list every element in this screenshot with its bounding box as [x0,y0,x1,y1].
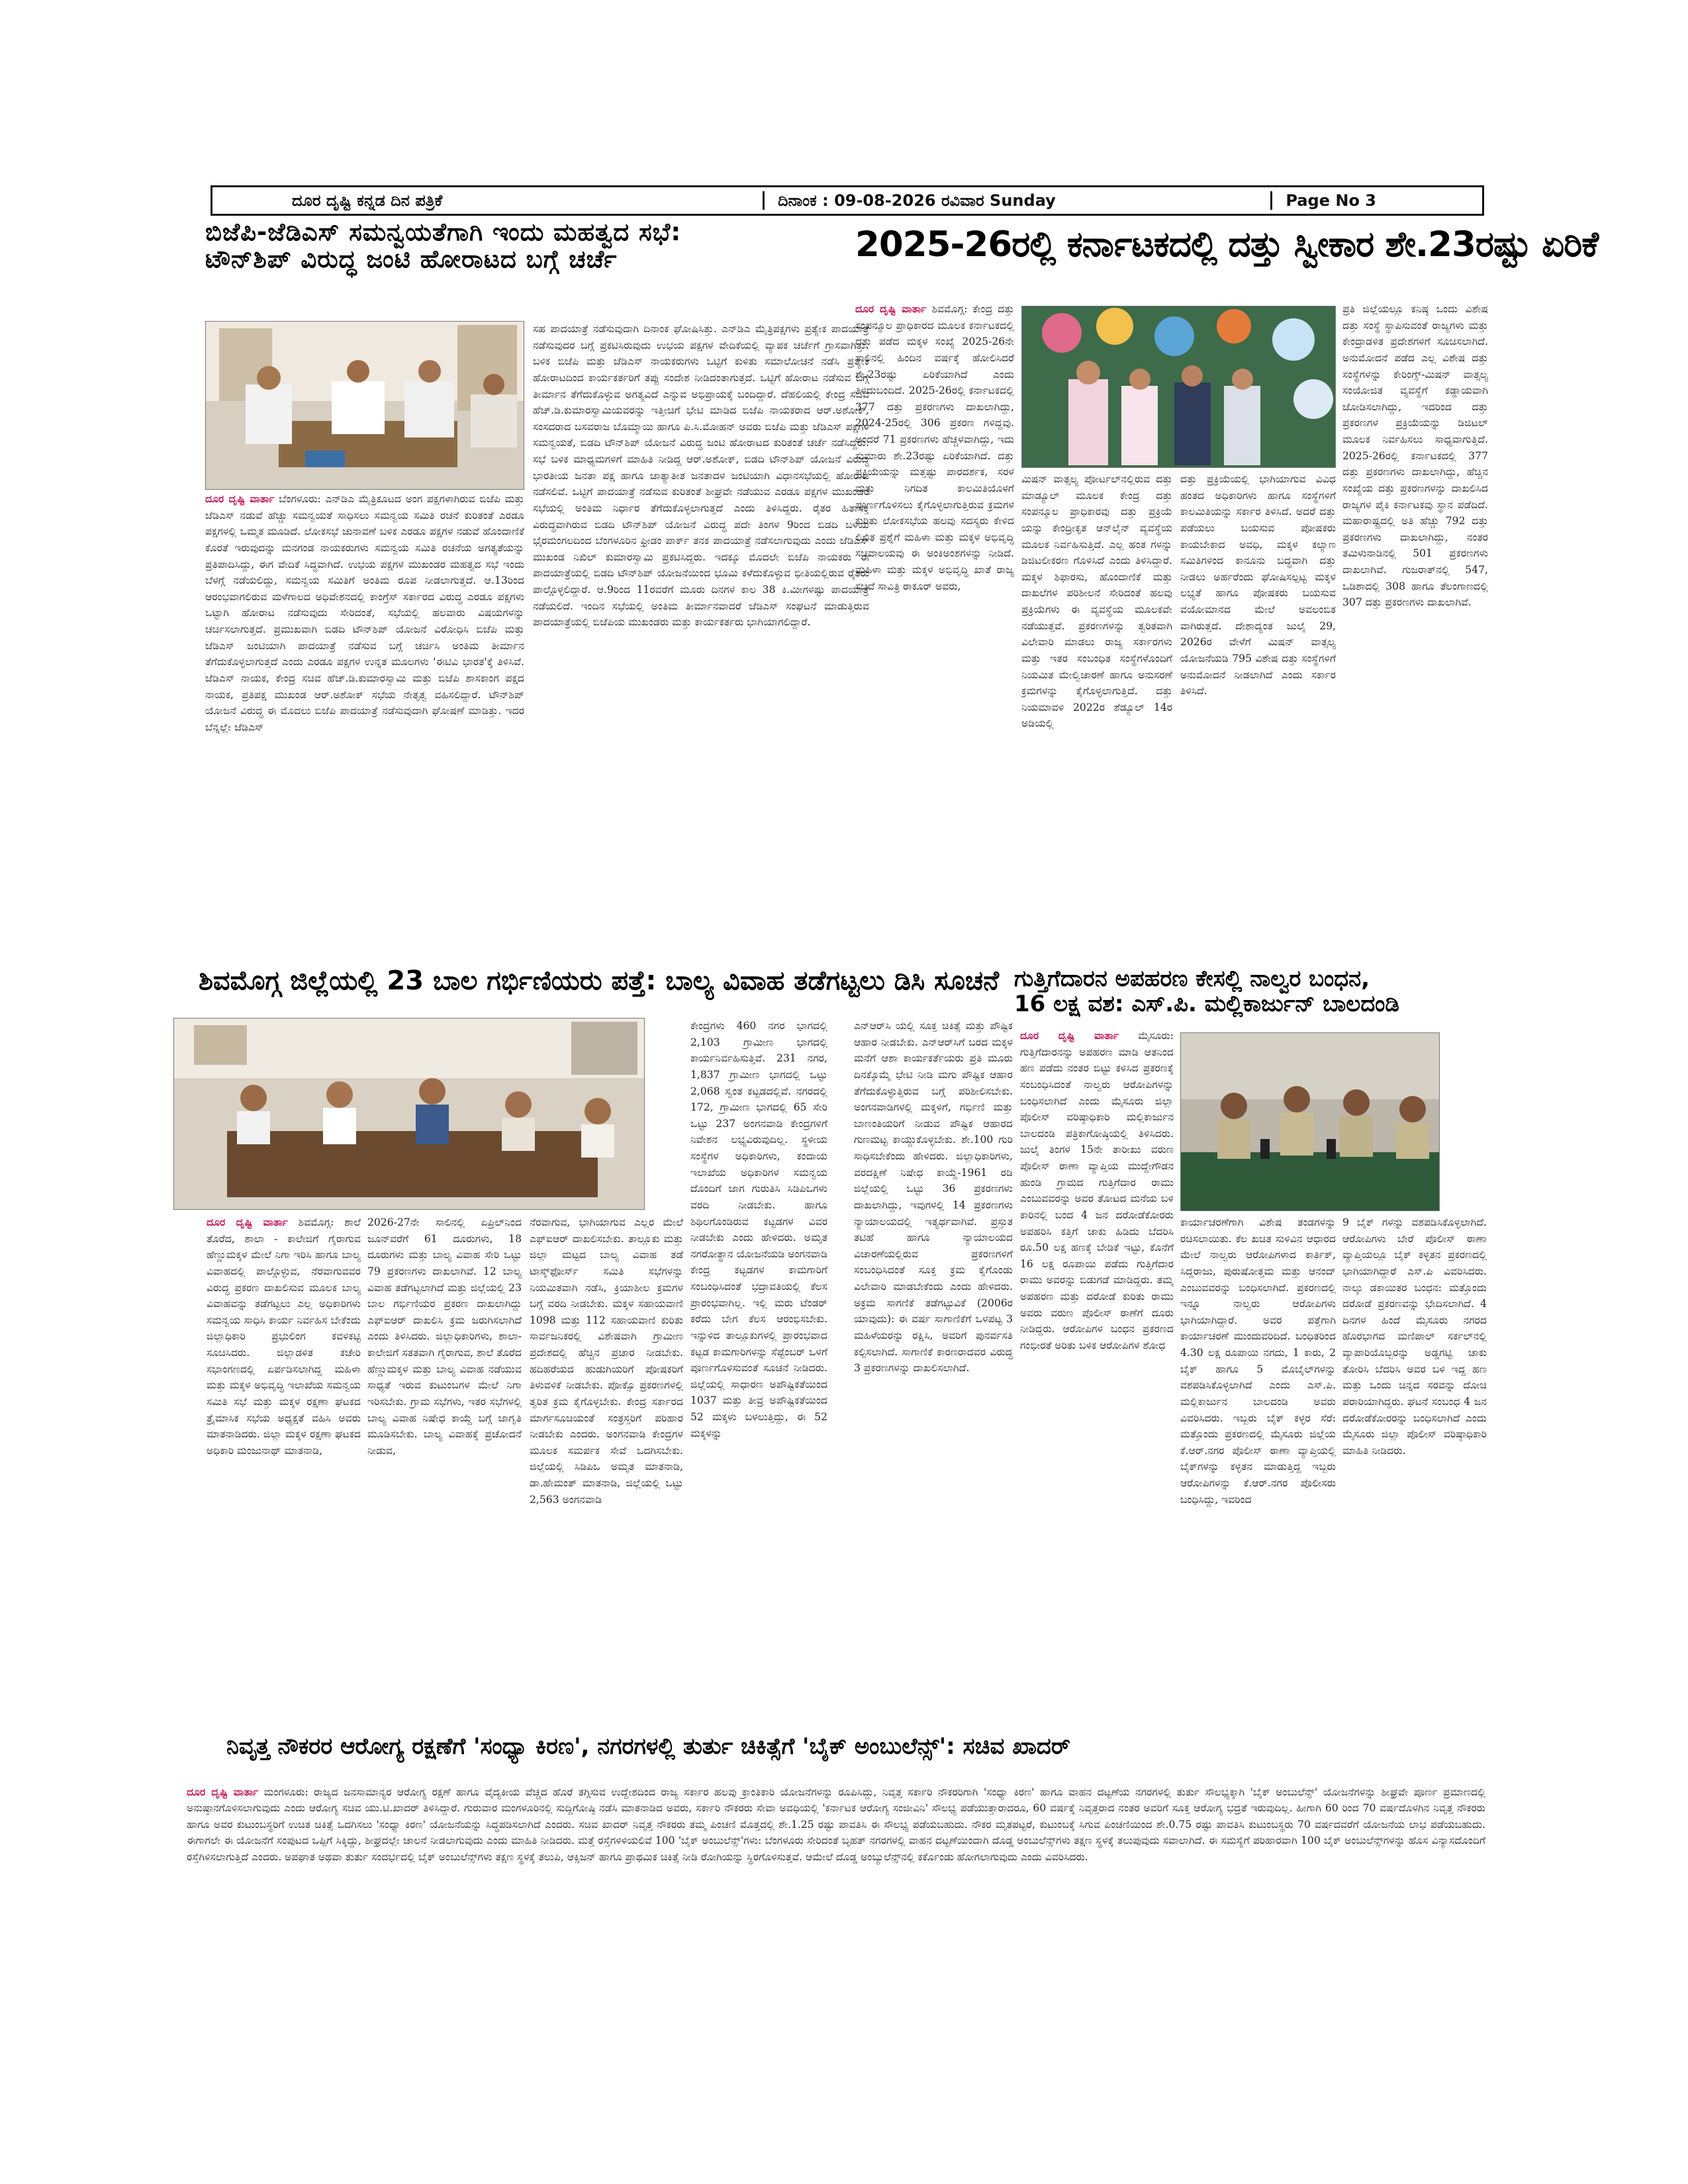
byline: ದೂರ ದೃಷ್ಟಿ ವಾರ್ತಾ [855,303,927,315]
story3-text-4: ಕೇಂದ್ರಗಳು 460 ನಗರ ಭಾಗದಲ್ಲಿ 2,103 ಗ್ರಾಮೀಣ ಭಾಗದಲ್ಲಿ ಕಾರ್ಯನಿರ್ವಹಿಸುತ್ತಿವೆ. 231 ನಗರ, 1,837 ಗ್ರಾಮೀಣ ಭಾಗದಲ್ಲಿ ಒಟ್ಟು 2,068 ಸ್ವಂತ ಕಟ್ಟಡದಲ್ಲಿವೆ. ನಗರದಲ್ಲಿ 172, ಗ್ರಾಮೀಣ ಭಾಗದಲ್ಲಿ 65 ಸೇರಿ ಒಟ್ಟು 237 ಅಂಗನವಾಡಿ ಕೇಂದ್ರಗಳಿಗೆ ನಿವೇಶನ ಲಭ್ಯವಿರುವುದಿಲ್ಲ. ಸ್ಥಳೀಯ ಸಂಸ್ಥೆಗಳ ಅಧಿಕಾರಿಗಳು, ಕಂದಾಯ ಇಲಾಖೆಯ ಅಧಿಕಾರಿಗಳ ಸಮನ್ವಯ ದೊಂದಿಗೆ ಜಾಗ ಗುರುತಿಸಿ ಸಿಡಿಪಿಒಗಳು ವರದಿ ನೀಡಬೇಕು. ಹಾಗೂ ಶಿಥಿಲಗೊಂಡಿರುವ ಕಟ್ಟಡಗಳ ವಿವರ ನೀಡಬೇಕು ಎಂದು ಹೇಳಿದರು. ಅಮೃತ ನಗರೋತ್ಥಾನ ಯೋಜನೆಯಡಿ ಅಂಗನವಾಡಿ ಕೇಂದ್ರ ಕಟ್ಟಡಗಳ ಕಾಮಗಾರಿಗೆ ಸಂಬಂಧಿಸಿದಂತೆ ಭದ್ರಾವತಿಯಲ್ಲಿ ಕೆಲಸ ಪ್ರಾರಂಭವಾಗಿಲ್ಲ. ಇಲ್ಲಿ ಮರು ಟೆಂಡರ್ ಕರೆದು ಬೇಗ ಕೆಲಸ ಆರಂಭಿಸಬೇಕು. ಇನ್ನುಳಿದ ತಾಲ್ಲೂಕುಗಳಲ್ಲಿ ಪ್ರಾರಂಭವಾದ ಕಟ್ಟಡ ಕಾಮಗಾರಿಗಳನ್ನು ಸೆಪ್ಟೆಂಬರ್ ಒಳಗೆ ಪೂರ್ಣಗೊಳಿಸುವಂತೆ ಸೂಚನೆ ನೀಡಿದರು. ಜಿಲ್ಲೆಯಲ್ಲಿ ಸಾಧಾರಣ ಅಪೌಷ್ಟಿಕತೆಯಿಂದ 1037 ಮತ್ತು ತೀವ್ರ ಅಪೌಷ್ಟಿಕತೆಯಿಂದ 52 ಮಕ್ಕಳು ಬಳಲುತ್ತಿದ್ದು, ಈ 52 ಮಕ್ಕಳನ್ನು [690,1020,827,1439]
story3-text-1: ಶಿವಮೊಗ್ಗ: ಶಾಲೆ ತೊರೆದ, ಶಾಲಾ - ಕಾಲೇಜಿಗೆ ಗೈರಾಗುವ ಹೆಣ್ಣುಮಕ್ಕಳ ಮೇಲೆ ನಿಗಾ ಇರಿಸಿ ಹಾಗೂ ಬಾಲ್ಯ ವಿವಾಹದಲ್ಲಿ ಪಾಲ್ಗೊಳ್ಳುವ, ನೆರವಾಗುವವರ ವಿರುದ್ಧ ಪ್ರಕರಣ ದಾಖಲಿಸುವ ಮೂಲಕ ಬಾಲ್ಯ ವಿವಾಹವನ್ನು ತಡೆಗಟ್ಟಲು ಎಲ್ಲ ಅಧಿಕಾರಿಗಳು ಸಮನ್ವಯ ಸಾಧಿಸಿ ಕಾರ್ಯ ನಿರ್ವಹಿಸ ಬೇಕೆಂದು ಜಿಲ್ಲಾಧಿಕಾರಿ ಪ್ರಭುಲಿಂಗ ಕವಳಿಕಟ್ಟಿ ಸೂಚಿಸಿದರು. ಜಿಲ್ಲಾಡಳಿತ ಕಚೇರಿ ಸಭಾಂಗಣದಲ್ಲಿ ಏರ್ಪಡಿಸಲಾಗಿದ್ದ ಮಹಿಳಾ ಮತ್ತು ಮಕ್ಕಳ ಅಭಿವೃದ್ಧಿ ಇಲಾಖೆಯ ಸಮನ್ವಯ ಸಮಿತಿ ಸಭೆ ಮತ್ತು ಮಕ್ಕಳ ರಕ್ಷಣಾ ಘಟಕದ ತ್ರೈಮಾಸಿಕ ಸಭೆಯ ಅಧ್ಯಕ್ಷತೆ ವಹಿಸಿ ಅವರು ಮಾತನಾಡಿದರು. ಜಿಲ್ಲಾ ಮಕ್ಕಳ ರಕ್ಷಣಾ ಘಟಕದ ಅಧಿಕಾರಿ ಮಂಜುನಾಥ್ ಮಾತನಾಡಿ, [207,1216,361,1457]
meeting-hall-photo [174,1019,645,1210]
story2-headline: 2025-26ರಲ್ಲಿ ಕರ್ನಾಟಕದಲ್ಲಿ ದತ್ತು ಸ್ವೀಕಾರ ಶೇ.23ರಷ್ಟು ಏರಿಕೆ [855,224,1599,265]
story1-text-2: ಸಹ ಪಾದಯಾತ್ರೆ ನಡೆಸುವುದಾಗಿ ದಿನಾಂಕ ಘೋಷಿಸಿತ್ತು. ಎನ್‌ಡಿಎ ಮೈತ್ರಿಪಕ್ಷಗಳು ಪ್ರತ್ಯೇಕ ಪಾದಯಾತ್ರೆ ನಡೆಸುವುದರ ಬಗ್ಗೆ ಪ್ರಕಟಿಸಿರುವುದು ಉಭಯ ಪಕ್ಷಗಳ ವೇದಿಕೆಯಲ್ಲಿ ವ್ಯಾಪಕ ಚರ್ಚೆಗೆ ಗ್ರಾಸವಾಗಿತ್ತು. ಬಳಿಕ ಬಿಜೆಪಿ ಮತ್ತು ಜೆಡಿಎಸ್ ನಾಯಕರುಗಳು ಒಟ್ಟಿಗೆ ಕುಳಿತು ಸಮಾಲೋಚನೆ ನಡೆಸಿ ಪ್ರತ್ಯೇಕ ಹೋರಾಟದಿಂದ ಕಾರ್ಯಕರ್ತರಿಗೆ ತಪ್ಪು ಸಂದೇಶ ನೀಡಿದಂತಾಗುತ್ತದೆ. ಒಟ್ಟಿಗೆ ಹೋರಾಟ ನಡೆಸುವ ಬಗ್ಗೆ ತೀರ್ಮಾನ ತೆಗೆದುಕೊಳ್ಳುವ ಅಗತ್ಯವಿದೆ ಎನ್ನುವ ಅಭಿಪ್ರಾಯಕ್ಕೆ ಬಂದಿದ್ದಾರೆ. ದೆಹಲಿಯಲ್ಲಿ ಕೇಂದ್ರ ಸಚಿವ ಹೆಚ್.ಡಿ.ಕುಮಾರಸ್ವಾಮಿಯವರನ್ನು ಇತ್ತೀಚಿಗೆ ಭೇಟಿ ಮಾಡಿದ ಬಿಜೆಪಿ ನಾಯಕರಾದ ಆರ್.ಅಶೋಕ್, ಸಂಸದರಾದ ಬಸವರಾಜ ಬೊಮ್ಮಾಯಿ ಹಾಗೂ ಪಿ.ಸಿ.ಮೋಹನ್ ಅವರು ಬಿಜೆಪಿ ಮತ್ತು ಜೆಡಿಎಸ್ ಪಕ್ಷಗಳ ಸಮನ್ವಯತೆ, ಬಿಡದಿ ಟೌನ್‌ಶಿಪ್ ಯೋಜನೆ ವಿರುದ್ಧ ಜಂಟಿ ಹೋರಾಟದ ಕುರಿತಂತೆ ಚರ್ಚೆ ನಡೆಸಿದ್ದರು. ಸಭೆ ಬಳಿಕ ಮಾಧ್ಯಮಗಳಿಗೆ ಮಾಹಿತಿ ನೀಡಿದ್ದ ಆರ್.ಅಶೋಕ್, ಬಿಡದಿ ಟೌನ್‌ಶಿಪ್ ಯೋಜನೆ ವಿರುದ್ಧ ಭಾರತೀಯ ಜನತಾ ಪಕ್ಷ ಹಾಗೂ ಜಾತ್ಯಾತೀತ ಜನತಾದಳ ಜಂಟಿಯಾಗಿ ವಿಧಾನಸಭೆಯಲ್ಲಿ ಹೋರಾಟ ನಡೆಸಲಿವೆ. ಒಟ್ಟಿಗೆ ಪಾದಯಾತ್ರೆ ನಡೆಸುವ ಕುರಿತಂತೆ ಶೀಘ್ರವೇ ನಡೆಯುವ ಎರಡೂ ಪಕ್ಷಗಳ ಮುಖಂಡರ ಸಭೆಯಲ್ಲಿ ಅಂತಿಮ ನಿರ್ಧಾರ ತೆಗೆದುಕೊಳ್ಳಲಾಗುತ್ತದೆ ಎಂದು ತಿಳಿಸಿದ್ದರು. ರೈತರ ಹಿತಾಸಕ್ತಿ ವಿರುದ್ಧವಾಗಿರುವ ಬಿಡದಿ ಟೌನ್‌ಶಿಪ್ ಯೋಜನೆ ವಿರುದ್ಧ ಪದೇ ತಿಂಗಳ 9ರಿಂದ ಬಿಡದಿ ಬಳಿಯ ಭೈರಮಂಗಲದಿಂದ ಬೆಂಗಳೂರಿನ ಫ್ರೀಡಂ ಪಾರ್ಕ್‌ ತನಕ ಪಾದಯಾತ್ರೆ ನಡೆಸಲಾಗುವುದು ಎಂದು ಜೆಡಿಎಸ್ ಮುಖಂಡ ನಿಖಿಲ್ ಕುಮಾರಸ್ವಾಮಿ ಪ್ರಕಟಿಸಿದ್ದರು. ಇದಕ್ಕೂ ಮೊದಲೇ ಬಿಜೆಪಿ ನಾಯಕರು ಈ ಪಾದಯಾತ್ರೆಯಲ್ಲಿ ಬಿಡದಿ ಟೌನ್‌ಶಿಪ್ ಯೋಜನೆಯಿಂದ ಭೂಮಿ ಕಳೆದುಕೊಳ್ಳುವ ಭೀತಿಯಲ್ಲಿರುವ ರೈತರು ಪಾಲ್ಗೊಳ್ಳಲಿದ್ದಾರೆ. ಆ.9ರಿಂದ 11ರವರೆಗೆ ಮೂರು ದಿನಗಳ ಕಾಲ 38 ಕಿ.ಮೀಗಳಷ್ಟು ಪಾದಯಾತ್ರೆ ನಡೆಯಲಿದೆ. ಇಂದಿನ ಸಭೆಯಲ್ಲಿ ಅಂತಿಮ ತೀರ್ಮಾನವಾದರೆ ಜೆಡಿಎಸ್ ಸಂಘಟನೆ ಮಾಡುತ್ತಿರುವ ಪಾದಯಾತ್ರೆಯಲ್ಲಿ ಬಿಜೆಪಿಯ ಮುಖಂಡರು ಮತ್ತು ಕಾರ್ಯಕರ್ತರು ಭಾಗಿಯಾಗಲಿದ್ದಾರೆ. [533,323,869,629]
story3-photo [173,1018,645,1210]
byline: ದೂರ ದೃಷ್ಟಿ ವಾರ್ತಾ [205,493,275,505]
story3-column-5 [854,1018,1013,1729]
byline: ದೂರ ದೃಷ್ಟಿ ವಾರ್ತಾ [207,1216,288,1228]
issue-date: ದಿನಾಂಕ : 09-08-2026 ರವಿವಾರ Sunday [763,191,1270,210]
story4-headline [1014,966,1484,1017]
story2-text-3: ದತ್ತು ಪ್ರಕ್ರಿಯೆಯಲ್ಲಿ ಭಾಗಿಯಾಗುವ ವಿವಿಧ ಹಂತದ ಅಧಿಕಾರಿಗಳು ಹಾಗೂ ಸಂಸ್ಥೆಗಳಿಗೆ ಕಾಲಮಿತಿಯನ್ನು ಸರ್ಕಾರ ತಿಳಿಸಿದೆ. ಅದರೆ ದತ್ತು ಪಡೆಯಲು ಬಯಸುವ ಪೋಷಕರು ಕಾಯಬೇಕಾದ ಅವಧಿ, ಮಕ್ಕಳ ಕಲ್ಯಾಣ ಸಮಿತಿಗಳಿಂದ ಕಾನೂನು ಬದ್ಧವಾಗಿ ದತ್ತು ನೀಡಲು ಅರ್ಹರೆಂದು ಘೋಷಿಸಲ್ಪಟ್ಟ ಮಕ್ಕಳ ಲಭ್ಯತೆ ಹಾಗೂ ಪೋಷಕರು ಬಯಸುವ ವಯೋಮಾನದ ಮೇಲೆ ಅವಲಂಬಿತ ವಾಗಿರುತ್ತದೆ. ದೇಶಾದ್ಯಂತ ಜುಲೈ 29, 2026ರ ವೇಳೆಗೆ ಮಿಷನ್ ವಾತ್ಸಲ್ಯ ಯೋಜನೆಯಡಿ 795 ವಿಶೇಷ ದತ್ತು ಸಂಸ್ಥೆಗಳಿಗೆ ಅನುಮೋದನೆ ನೀಡಲಾಗಿದೆ ಎಂದು ಸರ್ಕಾರ ತಿಳಿಸಿದೆ. [1180,473,1336,698]
story4-photo [1180,1032,1440,1211]
story1-text-1: ಬೆಂಗಳೂರು: ಎನ್‌ಡಿಎ ಮೈತ್ರಿಕೂಟದ ಅಂಗ ಪಕ್ಷಗಳಾಗಿರುವ ಬಿಜೆಪಿ ಮತ್ತು ಜೆಡಿಎಸ್ ನಡುವೆ ಹೆಚ್ಚು ಸಮನ್ವಯತೆ ಸಾಧಿಸಲು ಸಮನ್ವಯ ಸಮಿತಿ ರಚನೆ ಕುರಿತಂತೆ ಎರಡೂ ಪಕ್ಷಗಳಲ್ಲಿ ಒಮ್ಮತ ಮೂಡಿದೆ. ಲೋಕಸಭೆ ಚುನಾವಣೆ ಬಳಿಕ ಎರಡೂ ಪಕ್ಷಗಳ ನಡುವೆ ಹೊಂದಾಣಿಕೆ ಕೊರತೆ ಇರುವುದನ್ನು ಮನಗಂಡ ನಾಯಕರುಗಳು ಸಮನ್ವಯ ಸಮಿತಿ ರಚನೆಯ ಅಗತ್ಯತೆಯನ್ನು ಪ್ರತಿಪಾದಿಸಿದ್ದು, ಈಗ ವೇದಿಕೆ ಸಿದ್ಧವಾಗಿದೆ. ಉಭಯ ಪಕ್ಷಗಳ ಮುಖಂಡರ ಮಹತ್ವದ ಸಭೆ ಇಂದು ಬೆಳಗ್ಗೆ ನಡೆಯಲಿದ್ದು, ಸಮನ್ವಯ ಸಮಿತಿಗೆ ಅಂತಿಮ ರೂಪ ನೀಡಲಾಗುತ್ತದೆ. ಆ.13ರಿಂದ ಆರಂಭವಾಗಲಿರುವ ಮಳೆಗಾಲದ ಅಧಿವೇಶನದಲ್ಲಿ ಕಾಂಗ್ರೆಸ್ ಸರ್ಕಾರದ ವಿರುದ್ಧ ಎರಡೂ ಪಕ್ಷಗಳು ಒಟ್ಟಾಗಿ ಹೋರಾಟ ನಡೆಸುವುದು ಸೇರಿದಂತೆ, ಸಭೆಯಲ್ಲಿ ಹಲವಾರು ವಿಷಯಗಳನ್ನು ಚರ್ಚಿಸಲಾಗುತ್ತದೆ. ಪ್ರಮುಖವಾಗಿ ಬಿಡದಿ ಟೌನ್‌ಶಿಪ್ ಯೋಜನೆ ವಿರೋಧಿಸಿ ಬಿಜೆಪಿ ಮತ್ತು ಜೆಡಿಎಸ್ ಜಂಟಿಯಾಗಿ ಪಾದಯಾತ್ರೆ ನಡೆಸುವ ಬಗ್ಗೆ ಚರ್ಚಿಸಿ ಅಂತಿಮ ತೀರ್ಮಾನ ತೆಗೆದುಕೊಳ್ಳಲಾಗುತ್ತದೆ ಎಂದು ಎರಡೂ ಪಕ್ಷಗಳ ಉನ್ನತ ಮೂಲಗಳು 'ಈಟಿವಿ ಭಾರತ'ಕ್ಕೆ ತಿಳಿಸಿವೆ. ಜೆಡಿಎಸ್ ನಾಯಕ, ಕೇಂದ್ರ ಸಚಿವ ಹೆಚ್.ಡಿ.ಕುಮಾರಸ್ವಾಮಿ ಮತ್ತು ಬಿಜೆಪಿ ಶಾಸಕಾಂಗ ಪಕ್ಷದ ನಾಯಕ, ಪ್ರತಿಪಕ್ಷ ಮುಖಂಡ ಆರ್.ಅಶೋಕ್ ಸಭೆಯ ನೇತೃತ್ವ ವಹಿಸಲಿದ್ದಾರೆ. ಟೌನ್‌ಶಿಪ್ ಯೋಜನೆ ವಿರುದ್ಧ ಈ ಮೊದಲು ಬಿಜೆಪಿ ಪಾದಯಾತ್ರೆ ನಡೆಸುವುದಾಗಿ ಘೋಷಣೆ ಮಾಡಿತ್ತು. ಇದರ ಬೆನ್ನಲ್ಲೇ ಜೆಡಿಎಸ್ [205,493,524,733]
story2-text-4: ಪ್ರತಿ ಜಿಲ್ಲೆಯಲ್ಲೂ ಕನಿಷ್ಠ ಒಂದು ವಿಶೇಷ ದತ್ತು ಸಂಸ್ಥೆ ಸ್ಥಾಪಿಸುವಂತೆ ರಾಜ್ಯಗಳು ಮತ್ತು ಕೇಂದ್ರಾಡಳಿತ ಪ್ರದೇಶಗಳಿಗೆ ಸೂಚಿಸಲಾಗಿದೆ. ಅನುಮೋದನೆ ಪಡೆದ ಎಲ್ಲ ವಿಶೇಷ ದತ್ತು ಸಂಸ್ಥೆಗಳನ್ನು ಕೇರಿಂಗ್ಸ್-ಮಿಷನ್ ವಾತ್ಸಲ್ಯ ಸಂಯೋಜಿತ ವ್ಯವಸ್ಥೆಗೆ ಕಡ್ಡಾಯವಾಗಿ ಜೋಡಿಸಲಾಗಿದ್ದು, ಇದರಿಂದ ದತ್ತು ಪ್ರಕರಣಗಳ ಪ್ರಕ್ರಿಯೆಯನ್ನು ಡಿಜಿಟಲ್ ಮೂಲಕ ನಿರ್ವಹಿಸಲು ಸಾಧ್ಯವಾಗುತ್ತಿದೆ. 2025-26ರಲ್ಲಿ ಕರ್ನಾಟಕದಲ್ಲಿ 377 ದತ್ತು ಪ್ರಕರಣಗಳು ದಾಖಲಾಗಿದ್ದು, ಹೆಚ್ಚಿನ ಸಂಖ್ಯೆಯ ದತ್ತು ಪ್ರಕರಣಗಳನ್ನು ದಾಖಲಿಸಿದ ರಾಜ್ಯಗಳ ಪೈಕಿ ಕರ್ನಾಟಕವು ಸ್ಥಾನ ಪಡೆದಿದೆ. ಮಹಾರಾಷ್ಟ್ರದಲ್ಲಿ ಅತಿ ಹೆಚ್ಚು 792 ದತ್ತು ಪ್ರಕರಣಗಳು ದಾಖಲಾಗಿದ್ದು, ನಂತರ ತಮಿಳುನಾಡಿನಲ್ಲಿ 501 ಪ್ರಕರಣಗಳು ದಾಖಲಾಗಿವೆ. ಗುಜರಾತ್‌ನಲ್ಲಿ 547, ಒಡಿಶಾದಲ್ಲಿ 308 ಹಾಗೂ ತೆಲಂಗಾಣದಲ್ಲಿ 307 ದತ್ತು ಪ್ರಕರಣಗಳು ದಾಖಲಾಗಿವೆ. [1342,303,1488,609]
story1-column-2 [533,321,869,1003]
story4-headline-line2: 16 ಲಕ್ಷ ವಶ: ಎಸ್.ಪಿ. ಮಲ್ಲಿಕಾರ್ಜುನ್ ಬಾಲದಂಡಿ [1014,991,1399,1018]
byline: ದೂರ ದೃಷ್ಟಿ ವಾರ್ತಾ [187,1786,259,1798]
story4-text-1: ಮೈಸೂರು: ಗುತ್ತಿಗೆದಾರನನ್ನು ಅಪಹರಣ ಮಾಡಿ ಆತನಿಂದ ಹಣ ಪಡೆದು ನಂತರ ಬಿಟ್ಟು ಕಳಿಸಿದ ಪ್ರಕರಣಕ್ಕೆ ಸಂಬಂಧಿಸಿದಂತೆ ನಾಲ್ವರು ಆರೋಪಿಗಳನ್ನು ಬಂಧಿಸಲಾಗಿದೆ ಎಂದು ಮೈಸೂರು ಜಿಲ್ಲಾ ಪೊಲೀಸ್ ವರಿಷ್ಠಾಧಿಕಾರಿ ಮಲ್ಲಿಕಾರ್ಜುನ ಬಾಲದಂಡಿ ಪತ್ರಿಕಾಗೋಷ್ಠಿಯಲ್ಲಿ ತಿಳಿಸಿದರು. ಜುಲೈ ತಿಂಗಳ 15ನೇ ತಾರೀಖು ವರುಣ ಪೊಲೀಸ್ ಠಾಣಾ ವ್ಯಾಪ್ತಿಯ ಮುದ್ದೇಗೌಡನ ಹುಂಡಿ ಗ್ರಾಮದ ಗುತ್ತಿಗೆದಾರ ರಾಮು ಎಂಬುವವರನ್ನು ಅವರ ತೋಟದ ಮನೆಯ ಬಳಿ ಕಾರಿನಲ್ಲಿ ಬಂದ 4 ಜನ ದರೋಡೆಕೋರರು ಅಪಹರಿಸಿ ಕತ್ತಿಗೆ ಚಾಕು ಹಿಡಿದು ಬೆದರಿಸಿ ರೂ.50 ಲಕ್ಷ ಹಣಕ್ಕೆ ಬೇಡಿಕೆ ಇಟ್ಟು, ಕೊನೆಗೆ 16 ಲಕ್ಷ ರೂಪಾಯಿ ಪಡೆದು ಗುತ್ತಿಗೆದಾರ ರಾಮು ಅವರನ್ನು ಬಿಡುಗಡೆ ಮಾಡಿದ್ದರು. ತಮ್ಮ ಅಪಹರಣ ಮತ್ತು ದರೋಡೆ ಕುರಿತು ರಾಮು ಅವರು ವರುಣ ಪೊಲೀಸ್ ಠಾಣೆಗೆ ದೂರು ನೀಡಿದ್ದರು. ಆರೋಪಿಗಳ ಬಂಧನ ಪ್ರಕರಣದ ಗಂಭೀರತೆ ಅರಿತು ಬಳಿಕ ಆರೋಪಿಗಳ ಶೋಧ [1020,1030,1174,1351]
story5-text: ಮಂಗಳೂರು: ರಾಜ್ಯದ ಜನಸಾಮಾನ್ಯರ ಆರೋಗ್ಯ ರಕ್ಷಣೆ ಹಾಗೂ ವೈದ್ಯಕೀಯ ವೆಚ್ಚದ ಹೊರೆ ತಗ್ಗಿಸುವ ಉದ್ದೇಶದಿಂದ ರಾಜ್ಯ ಸರ್ಕಾರ ಹಲವು ಕ್ರಾಂತಿಕಾರಿ ಯೋಜನೆಗಳನ್ನು ರೂಪಿಸಿದ್ದು, ನಿವೃತ್ತ ಸರ್ಕಾರಿ ನೌಕರರಿಗಾಗಿ 'ಸಂಧ್ಯಾ ಕಿರಣ' ಹಾಗೂ ವಾಹನ ದಟ್ಟಣೆಯ ನಗರಗಳಲ್ಲಿ ತುರ್ತು ಸೌಲಭ್ಯಕ್ಕಾಗಿ 'ಬೈಕ್ ಅಂಬುಲೆನ್ಸ್' ಯೋಜನೆಗಳನ್ನು ಶೀಘ್ರವೇ ಪೂರ್ಣ ಪ್ರಮಾಣದಲ್ಲಿ ಅನುಷ್ಠಾನಗೊಳಿಸಲಾಗುವುದು ಎಂದು ಆರೋಗ್ಯ ಸಚಿವ ಯು.ಟಿ.ಖಾದರ್ ತಿಳಿಸಿದ್ದಾರೆ. ಗುರುವಾರ ಮಂಗಳೂರಿನಲ್ಲಿ ಸುದ್ದಿಗೋಷ್ಠಿ ನಡೆಸಿ ಮಾತನಾಡಿದ ಅವರು, ಸರ್ಕಾರಿ ನೌಕರರು ಸೇವಾ ಅವಧಿಯಲ್ಲಿ 'ಕರ್ನಾಟಕ ಆರೋಗ್ಯ ಸಂಜೀವಿನಿ' ಸೌಲಭ್ಯ ಪಡೆಯುತ್ತಾರಾದರೂ, 60 ವರ್ಷಕ್ಕೆ ನಿವೃತ್ತರಾದ ನಂತರ ಅವರಿಗೆ ಸೂಕ್ತ ಆರೋಗ್ಯ ಭದ್ರತೆ ಇರುವುದಿಲ್ಲ. ಹೀಗಾಗಿ 60 ರಿಂದ 70 ವರ್ಷದೊಳಗಿನ ನಿವೃತ್ತ ನೌಕರರು ಹಾಗೂ ಅವರ ಕುಟುಂಬಸ್ಥರಿಗೆ ಉಚಿತ ಚಿಕಿತ್ಸೆ ಒದಗಿಸಲು 'ಸಂಧ್ಯಾ ಕಿರಣ' ಯೋಜನೆಯನ್ನು ಸಿದ್ಧಪಡಿಸಲಾಗಿದೆ ಎಂದರು. ಸಚಿವ ಖಾದರ್ ನಿವೃತ್ತ ನೌಕರರು ತಮ್ಮ ಪಿಂಚಣಿ ಮೊತ್ತದಲ್ಲಿ ಶೇ.1.25 ರಷ್ಟು ಪಾವತಿಸಿ ಈ ಸೌಲಭ್ಯ ಪಡೆಯಬಹುದು. ನೌಕರ ಮೃತಪಟ್ಟರೆ, ಕುಟುಂಬಕ್ಕೆ ಸಿಗುವ ಪಿಂಚಣಿಯಿಂದ ಶೇ.0.75 ರಷ್ಟು ಪಾವತಿಸಿ ಕುಟುಂಬಸ್ಥರು 70 ವರ್ಷದವರೆಗೆ ಯೋಜನೆಯ ಲಾಭ ಪಡೆಯಬಹುದು. ಈಗಾಗಲೇ ಈ ಯೋಜನೆಗೆ ಸಂಪುಟದ ಒಪ್ಪಿಗೆ ಸಿಕ್ಕಿದ್ದು, ಶೀಘ್ರದಲ್ಲೇ ಚಾಲನೆ ನೀಡಲಾಗುವುದು ಎಂದು ಮಾಹಿತಿ ನೀಡಿದರು. ಮತ್ತೆ ರಸ್ತೆಗಳಿಳಿಯಲಿವೆ 100 'ಬೈಕ್ ಅಂಬುಲೆನ್ಸ್'ಗಳು: ಬೆಂಗಳೂರು ಸೇರಿದಂತೆ ಬೃಹತ್ ನಗರಗಳಲ್ಲಿ ವಾಹನ ದಟ್ಟಣೆಯಿಂದಾಗಿ ದೊಡ್ಡ ಅಂಬುಲೆನ್ಸ್‌ಗಳು ತಕ್ಷಣ ಸ್ಥಳಕ್ಕೆ ತಲುಪುವುದು ಸವಾಲಾಗಿದೆ. ಈ ಸಮಸ್ಯೆಗೆ ಪರಿಹಾರವಾಗಿ 100 ಬೈಕ್ ಅಂಬುಲೆನ್ಸ್‌ಗಳನ್ನು ಹೊಸ ವಿನ್ಯಾಸದೊಂದಿಗೆ ರಸ್ತೆಗಿಳಿಸಲಾಗುತ್ತಿದೆ ಎಂದರು. ಅಪಘಾತ ಅಥವಾ ತುರ್ತು ಸಂದರ್ಭದಲ್ಲಿ ಬೈಕ್ ಅಂಬುಲೆನ್ಸ್‌ಗಳು ತಕ್ಷಣ ಸ್ಥಳಕ್ಕೆ ತಲುಪಿ, ಆಕ್ಸಿಜನ್ ಹಾಗೂ ಪ್ರಾಥಮಿಕ ಚಿಕಿತ್ಸೆ ನೀಡಿ ರೋಗಿಯನ್ನು ಸ್ಥಿರಗೊಳಿಸುತ್ತವೆ. ಆಮೇಲೆ ದೊಡ್ಡ ಅಂಬ್ಯುಲೆನ್ಸ್‌ನಲ್ಲಿ ಕರ್ಕೊಂಡು ಹೋಗಲಾಗುವುದು ಎಂದು ವಿವರಿಸಿದರು. [187,1786,1485,1864]
story3-headline: ಶಿವಮೊಗ್ಗ ಜಿಲ್ಲೆಯಲ್ಲಿ 23 ಬಾಲ ಗರ್ಭಿಣಿಯರು ಪತ್ತೆ: ಬಾಲ್ಯ ವಿವಾಹ ತಡೆಗಟ್ಟಲು ಡಿಸಿ ಸೂಚನೆ [199,966,1000,996]
story2-column-4 [1342,301,1488,970]
byline: ದೂರ ದೃಷ್ಟಿ ವಾರ್ತಾ [1020,1030,1119,1042]
story2-column-1 [855,301,1014,970]
story1-headline-line1: ಬಿಜೆಪಿ-ಜೆಡಿಎಸ್ ಸಮನ್ವಯತೆಗಾಗಿ ಇಂದು ಮಹತ್ವದ ಸಭೆ: [205,218,682,246]
story2-column-2 [1021,471,1172,971]
police-press-meet-photo [1181,1033,1440,1211]
story3-column-1 [207,1214,361,1727]
story3-text-5: ಎನ್‌ಆರ್‌ಸಿ ಯಲ್ಲಿ ಸೂಕ್ತ ಚಿಕಿತ್ಸೆ ಮತ್ತು ಪೌಷ್ಟಿಕ ಆಹಾರ ನೀಡಬೇಕು. ಎನ್‌ಆರ್‌ಸಿಗೆ ಬರದ ಮಕ್ಕಳ ಮನೆಗೆ ಆಶಾ ಕಾರ್ಯಕರ್ತೆಯರು ಪ್ರತಿ ಮೂರು ದಿನಕ್ಕೊಮ್ಮೆ ಭೇಟಿ ನೀಡಿ ಮಗು ಪೌಷ್ಟಿಕ ಆಹಾರ ತೆಗೆದುಕೊಳ್ಳುತ್ತಿರುವ ಬಗ್ಗೆ ಪರಿಶೀಲಿಸಬೇಕು. ಅಂಗನವಾಡಿಗಳಲ್ಲಿ ಮಕ್ಕಳಿಗೆ, ಗರ್ಭಿಣಿ ಮತ್ತು ಬಾಣಂತಿಯರಿಗೆ ನೀಡುವ ಪೌಷ್ಟಿಕ ಆಹಾರದ ಗುಣಮಟ್ಟ ಕಾಯ್ದುಕೊಳ್ಳಬೇಕು. ಶೇ.100 ಗುರಿ ಸಾಧಿಸಬೇಕೆಂದು ಹೇಳಿದರು. ಜಿಲ್ಲಾಧಿಕಾರಿಗಳು, ವರದಕ್ಷಿಣೆ ನಿಷೇಧ ಕಾಯ್ದೆ-1961 ರಡಿ ಜಿಲ್ಲೆಯಲ್ಲಿ ಒಟ್ಟು 36 ಪ್ರಕರಣಗಳು ದಾಖಲಾಗಿದ್ದು, ಇವುಗಳಲ್ಲಿ 14 ಪ್ರಕರಣಗಳು ನ್ಯಾಯಾಲಯದಲ್ಲಿ ಇತ್ಯರ್ಥವಾಗಿವೆ. ಪ್ರಸ್ತುತ ತಟಿಹೆ ಹಾಗೂ ನ್ಯಾಯಾಲಯದ ವಿಚಾರಣೆಯಲ್ಲಿರುವ ಪ್ರಕರಣಗಳಿಗೆ ಸಂಬಂಧಿಸಿದಂತೆ ಸೂಕ್ತ ಕ್ರಮ ಕೈಗೊಂಡು ವಿಲೇವಾರಿ ಮಾಡಬೇಕೆಂದು ಎಂದು ಹೇಳಿದರು. ಅಕ್ರಮ ಸಾಗಣಿಕೆ ತಡೆಗಟ್ಟುವಿಕೆ (2006ರ ಯಾವುದು): ಈ ವರ್ಷ ಸಾಗಾಣಿಕೆಗೆ ಒಳಪಟ್ಟ 3 ಮಹಿಳೆಯರನ್ನು ರಕ್ಷಿಸಿ, ಅವರಿಗೆ ಪುನರ್ವಸತಿ ಕಲ್ಪಿಸಲಾಗಿದೆ. ಸಾಗಾಣಿಕೆ ಕಾರಣರಾದವರ ವಿರುದ್ಧ 3 ಪ್ರಕರಣಗಳನ್ನು ದಾಖಲಿಸಲಾಗಿದೆ. [854,1020,1013,1375]
story4-text-2: ಕಾರ್ಯಾಚರಣೆಗಾಗಿ ವಿಶೇಷ ತಂಡಗಳನ್ನು ರಚಿಸಲಾಯಿತು. ಕೆಲ ಖಚಿತ ಸುಳಿವಿನ ಆಧಾರದ ಮೇಲೆ ನಾಲ್ವರು ಆರೋಪಿಗಳಾದ ಕಾರ್ತಿಕ್, ಸಿದ್ದರಾಜು, ಪುರುಷೋತ್ತಮ ಮತ್ತು ಆನಂದ್ ಎಂಬುವವರನ್ನು ಬಂಧಿಸಲಾಗಿದೆ. ಪ್ರಕರಣದಲ್ಲಿ ಇನ್ನೂ ನಾಲ್ವರು ಆರೋಪಿಗಳು ಭಾಗಿಯಾಗಿದ್ದಾರೆ. ಅವರ ಪತ್ತೆಗಾಗಿ ಕಾರ್ಯಾಚರಣೆ ಮುಂದುವರಿದಿದೆ. ಬಂಧಿತರಿಂದ 4.30 ಲಕ್ಷ ರೂಪಾಯಿ ನಗದು, 1 ಕಾರು, 2 ಬೈಕ್ ಹಾಗೂ 5 ಮೊಬೈಲ್‌ಗಳನ್ನು ವಶಪಡಿಸಿಕೊಳ್ಳಲಾಗಿದೆ ಎಂದು ಎಸ್.ಪಿ. ಮಲ್ಲಿಕಾರ್ಜುನ ಬಾಲದಂಡಿ ಅವರು ವಿವರಿಸಿದರು. ಇಬ್ಬರು ಬೈಕ್ ಕಳ್ಳರ ಸೆರೆ: ಮತ್ತೊಂದು ಪ್ರಕರಣದಲ್ಲಿ ಮೈಸೂರು ಜಿಲ್ಲೆಯ ಕೆ.ಆರ್.ನಗರ ಪೊಲೀಸ್ ಠಾಣಾ ವ್ಯಾಪ್ತಿಯಲ್ಲಿ ಬೈಕ್‌ಗಳನ್ನು ಕಳ್ಳತನ ಮಾಡುತ್ತಿದ್ದ ಇಬ್ಬರು ಆರೋಪಿಗಳನ್ನು ಕೆ.ಆರ್.ನಗರ ಪೊಲೀಸರು ಬಂಧಿಸಿದ್ದು, ಇವರಿಂದ [1180,1216,1336,1506]
story4-text-3: 9 ಬೈಕ್ ಗಳನ್ನು ವಶಪಡಿಸಿಕೊಳ್ಳಲಾಗಿದೆ. ಆರೋಪಿಗಳು ಬೇರೆ ಪೊಲೀಸ್ ಠಾಣಾ ವ್ಯಾಪ್ತಿಯಲ್ಲೂ ಬೈಕ್ ಕಳ್ಳತನ ಪ್ರಕರಣದಲ್ಲಿ ಭಾಗಿಯಾಗಿದ್ದಾರೆ ಎಸ್.ಪಿ ವಿವರಿಸಿದರು. ನಾಲ್ಕು ಡಕಾಯಿತರ ಬಂಧನ: ಮತ್ತೊಂದು ದರೋಡೆ ಪ್ರಕರಣವನ್ನು ಭೇದಿಸಲಾಗಿದೆ. 4 ದಿನಗಳ ಹಿಂದೆ ಮೈಸೂರು ನಗರದ ಹೊರಭಾಗದ ಮಣಿಪಾಲ್ ಸರ್ಕಲ್‌ನಲ್ಲಿ ವ್ಯಾಪಾರಿಯೊಬ್ಬರನ್ನು ಅಡ್ಡಗಟ್ಟಿ ಚಾಕು ತೋರಿಸಿ ಬೆದರಿಸಿ ಅವರ ಬಳಿ ಇದ್ದ ಹಣ ಮತ್ತು ಒಂದು ಚಿನ್ನದ ಸರವನ್ನು ದೋಚಿ ಪರಾರಿಯಾಗಿದ್ದರು. ಘಟನೆ ಸಂಬಂಧ 4 ಜನ ದರೋಡೆಕೋರರನ್ನು ಬಂಧಿಸಲಾಗಿದೆ ಎಂದು ಮೈಸೂರು ಜಿಲ್ಲಾ ಪೊಲೀಸ್ ವರಿಷ್ಠಾಧಿಕಾರಿ ಮಾಹಿತಿ ನೀಡಿದರು. [1342,1216,1487,1457]
paper-name: ದೂರ ದೃಷ್ಟಿ ಕನ್ನಡ ದಿನ ಪತ್ರಿಕೆ [292,191,443,210]
story3-column-4 [652,1018,827,1729]
story3-text-2: 2026-27ನೇ ಸಾಲಿನಲ್ಲಿ ಏಪ್ರಿಲ್‌ನಿಂದ ಜೂನ್‌ವರೆಗೆ 61 ದೂರುಗಳು, 18 ದೂರುಗಳು ಮತ್ತು ಬಾಲ್ಯ ವಿವಾಹ ಸೇರಿ ಒಟ್ಟು 79 ಪ್ರಕರಣಗಳು ದಾಖಲಾಗಿವೆ. 12 ಬಾಲ್ಯ ವಿವಾಹ ತಡೆಗಟ್ಟಲಾಗಿದೆ ಮತ್ತು ಜಿಲ್ಲೆಯಲ್ಲಿ 23 ಬಾಲ ಗರ್ಭಿಣಿಯರ ಪ್ರಕರಣ ದಾಖಲಾಗಿದ್ದು ಎಫ್‌ಐಆರ್ ದಾಖಲಿಸಿ ಕ್ರಮ ಜರುಗಿಸಲಾಗಿದೆ ಎಂದು ತಿಳಿಸಿದರು. ಜಿಲ್ಲಾಧಿಕಾರಿಗಳು, ಶಾಲಾ-ಕಾಲೇಜಿಗೆ ಸತತವಾಗಿ ಗೈರಾಗುವ, ಶಾಲೆ ತೊರೆದ ಹೆಣ್ಣುಮಕ್ಕಳ ಮತ್ತು ಬಾಲ್ಯ ವಿವಾಹ ನಡೆಯುವ ಸಾಧ್ಯತೆ ಇರುವ ಕುಟುಂಬಗಳ ಮೇಲೆ ನಿಗಾ ಇರಿಸಬೇಕು. ಗ್ರಾಮ ಸಭೆಗಳು, ಇತರ ಸಭೆಗಳಲ್ಲಿ ಬಾಲ್ಯ ವಿವಾಹ ನಿಷೇಧ ಕಾಯ್ದೆ ಬಗ್ಗೆ ಜಾಗೃತಿ ಮೂಡಿಸಬೇಕು. ಬಾಲ್ಯ ವಿವಾಹಕ್ಕೆ ಪ್ರಚೋದನೆ ನೀಡುವ, [367,1216,522,1457]
story1-headline [205,218,870,273]
meeting-photo-illustration [206,322,524,490]
story1-column-1 [205,491,524,1001]
story4-column-3 [1342,1214,1487,1731]
children-event-photo [1022,306,1336,468]
story1-headline-line2: ಟೌನ್‌ಶಿಪ್ ವಿರುದ್ಧ ಜಂಟಿ ಹೋರಾಟದ ಬಗ್ಗೆ ಚರ್ಚೆ [205,245,618,274]
story2-column-3 [1180,471,1336,971]
story5-body [187,1774,1485,2012]
page-number: Page No 3 [1270,191,1482,210]
page-header [211,185,1484,216]
story2-text-2: ಮಿಷನ್ ವಾತ್ಸಲ್ಯ ಪೋರ್ಟಲ್‌ನಲ್ಲಿರುವ ದತ್ತು ಮಾಡ್ಯೂಲ್ ಮೂಲಕ ಕೇಂದ್ರ ದತ್ತು ಸಂಪನ್ಮೂಲ ಪ್ರಾಧಿಕಾರವು ದತ್ತು ಪ್ರಕ್ರಿಯೆ ಯನ್ನು ಕೇಂದ್ರೀಕೃತ ಆನ್‌ಲೈನ್ ವ್ಯವಸ್ಥೆಯ ಮೂಲಕ ನಿರ್ವಹಿಸುತ್ತಿದೆ. ಎಲ್ಲ ಹಂತ ಗಳನ್ನು ಡಿಜಿಟಲೀಕರಣ ಗೊಳಿಸಿದೆ ಎಂದು ತಿಳಿಸಿದ್ದಾರೆ. ಮಕ್ಕಳ ಶಿಫಾರಸು, ಹೊಂದಾಣಿಕೆ ಮತ್ತು ದಾಖಲೆಗಳ ಪರಿಶೀಲನೆ ಸೇರಿದಂತೆ ಹಲವು ಪ್ರಕ್ರಿಯೆಗಳು ಈ ವ್ಯವಸ್ಥೆಯ ಮೂಲಕವೇ ನಡೆಯುತ್ತವೆ. ಪ್ರಕರಣಗಳನ್ನು ತ್ವರಿತವಾಗಿ ವಿಲೇವಾರಿ ಮಾಡಲು ರಾಜ್ಯ ಸರ್ಕಾರಗಳು ಮತ್ತು ಇತರ ಸಂಬಂಧಿತ ಸಂಸ್ಥೆಗಳೊಂದಿಗೆ ನಿಯಮಿತ ಮೇಲ್ವಿಚಾರಣೆ ಹಾಗೂ ಅನುಸರಣೆ ಕ್ರಮಗಳನ್ನು ಕೈಗೊಳ್ಳಲಾಗುತ್ತಿದೆ. ದತ್ತು ನಿಯಮಾವಳಿ 2022ರ ಶೆಡ್ಯೂಲ್ 14ರ ಅಡಿಯಲ್ಲಿ [1021,473,1172,730]
story3-column-2 [367,1214,522,1727]
story1-photo [205,321,524,490]
story2-photo [1021,306,1336,468]
story4-column-2 [1180,1214,1336,1731]
story3-text-3: ನೆರವಾಗುವ, ಭಾಗಿಯಾಗುವ ಎಲ್ಲರ ಮೇಲೆ ಎಫ್‌ಐಆರ್ ದಾಖಲಿಸಬೇಕು. ತಾಲ್ಲೂಕು ಮತ್ತು ಜಿಲ್ಲಾ ಮಟ್ಟದ ಬಾಲ್ಯ ವಿವಾಹ ತಡೆ ಟಾಸ್ಕ್‌ಫೋರ್ಸ್ ಸಮಿತಿ ಸಭೆಗಳನ್ನು ನಿಯಮಿತವಾಗಿ ನಡೆಸಿ, ಕ್ರಿಯಾಶೀಲ ಕ್ರಮಗಳ ಬಗ್ಗೆ ವರದಿ ನೀಡಬೇಕು. ಮಕ್ಕಳ ಸಹಾಯವಾಣಿ 1098 ಮತ್ತು 112 ಸಹಾಯವಾಣಿ ಕುರಿತು ಸಾರ್ವಜನಿಕರಲ್ಲಿ ವಿಶೇಷವಾಗಿ ಗ್ರಾಮೀಣ ಪ್ರದೇಶದಲ್ಲಿ ಹೆಚ್ಚಿನ ಪ್ರಚಾರ ನೀಡಬೇಕು. ಹದಿಹರೆಯದ ಹುಡುಗಿಯರಿಗೆ ಪೋಷಕರಿಗೆ ತಿಳುವಳಿಕೆ ನೀಡಬೇಕು. ಪೋಕ್ಸೊ ಪ್ರಕರಣಗಳಲ್ಲಿ ತ್ವರಿತ ಕ್ರಮ ಕೈಗೊಳ್ಳಬೇಕು. ಕೇಂದ್ರ ಸರ್ಕಾರದ ಮಾರ್ಗಸೂಚಿಯಂತೆ ಸಂತ್ರಸ್ತರಿಗೆ ಪರಿಹಾರ ನೀಡಬೇಕು ಎಂದರು. ಅಂಗನವಾಡಿ ಕೇಂದ್ರಗಳ ಮೂಲಕ ಸಮರ್ಪಕ ಸೇವೆ ಒದಗಿಸಬೇಕು. ಜಿಲ್ಲೆಯಲ್ಲಿ ಸಿಡಿಪಿಒ ಅಮೃತ ಮಾತನಾಡಿ, ಡಾ.ಹೇಮಂತ್ ಮಾತನಾಡಿ, ಜಿಲ್ಲೆಯಲ್ಲಿ ಒಟ್ಟು 2,563 ಅಂಗನವಾಡಿ [530,1216,683,1506]
story5-headline: ನಿವೃತ್ತ ನೌಕರರ ಆರೋಗ್ಯ ರಕ್ಷಣೆಗೆ 'ಸಂಧ್ಯಾ ಕಿರಣ', ನಗರಗಳಲ್ಲಿ ತುರ್ತು ಚಿಕಿತ್ಸೆಗೆ 'ಬೈಕ್ ಅಂಬುಲೆನ್ಸ್': ಸಚಿವ ಖಾದರ್ [226,1733,1070,1760]
story2-text-1: ಶಿವಮೊಗ್ಗ: ಕೇಂದ್ರ ದತ್ತು ಸಂಪನ್ಮೂಲ ಪ್ರಾಧಿಕಾರದ ಮೂಲಕ ಕರ್ನಾಟಕದಲ್ಲಿ ದತ್ತು ಪಡೆದ ಮಕ್ಕಳ ಸಂಖ್ಯೆ 2025-26ನೇ ಸಾಲಿನಲ್ಲಿ ಹಿಂದಿನ ವರ್ಷಕ್ಕೆ ಹೋಲಿಸಿದರೆ ಶೇ.23ರಷ್ಟು ಏರಿಕೆಯಾಗಿದೆ ಎಂದು ತಿಳಿದುಬಂದಿದೆ. 2025-26ರಲ್ಲಿ ಕರ್ನಾಟಕದಲ್ಲಿ 377 ದತ್ತು ಪ್ರಕರಣಗಳು ದಾಖಲಾಗಿದ್ದು, 2024-25ರಲ್ಲಿ 306 ಪ್ರಕರಣ ಗಳಿದ್ದವು. ಅಂದರೆ 71 ಪ್ರಕರಣಗಳು ಹೆಚ್ಚಳವಾಗಿದ್ದು, ಇದು ಸುಮಾರು ಶೇ.23ರಷ್ಟು ಏರಿಕೆಯಾಗಿದೆ. ದತ್ತು ಪ್ರಕ್ರಿಯೆಯನ್ನು ಮತ್ತಷ್ಟು ಪಾರದರ್ಶಕ, ಸರಳ ಮತ್ತು ನಿಗದಿತ ಕಾಲಮಿತಿಯೊಳಗೆ ಪೂರ್ಣಗೊಳಿಸಲು ಕೈಗೊಳ್ಳಲಾಗುತ್ತಿರುವ ಕ್ರಮಗಳ ಕುರಿತು ಲೋಕಸಭೆಯ ಹಲವು ಸದಸ್ಯರು ಕೇಳಿದ ಲಿಖಿತ ಪ್ರಶ್ನೆಗೆ ಮಹಿಳಾ ಮತ್ತು ಮಕ್ಕಳ ಅಭಿವೃದ್ಧಿ ಸಚಿವಾಲಯವು ಈ ಅಂಕಿಅಂಶಗಳನ್ನು ನೀಡಿದೆ. ಮಹಿಳಾ ಮತ್ತು ಮಕ್ಕಳ ಅಭಿವೃದ್ಧಿ ಖಾತೆ ರಾಜ್ಯ ಸಚಿವೆ ಸಾವಿತ್ರಿ ಠಾಕೂರ್ ಅವರು, [855,303,1014,592]
story4-column-1 [1020,1028,1174,1729]
story4-headline-line1: ಗುತ್ತಿಗೆದಾರನ ಅಪಹರಣ ಕೇಸಲ್ಲಿ ನಾಲ್ವರ ಬಂಧನ, [1014,966,1370,992]
